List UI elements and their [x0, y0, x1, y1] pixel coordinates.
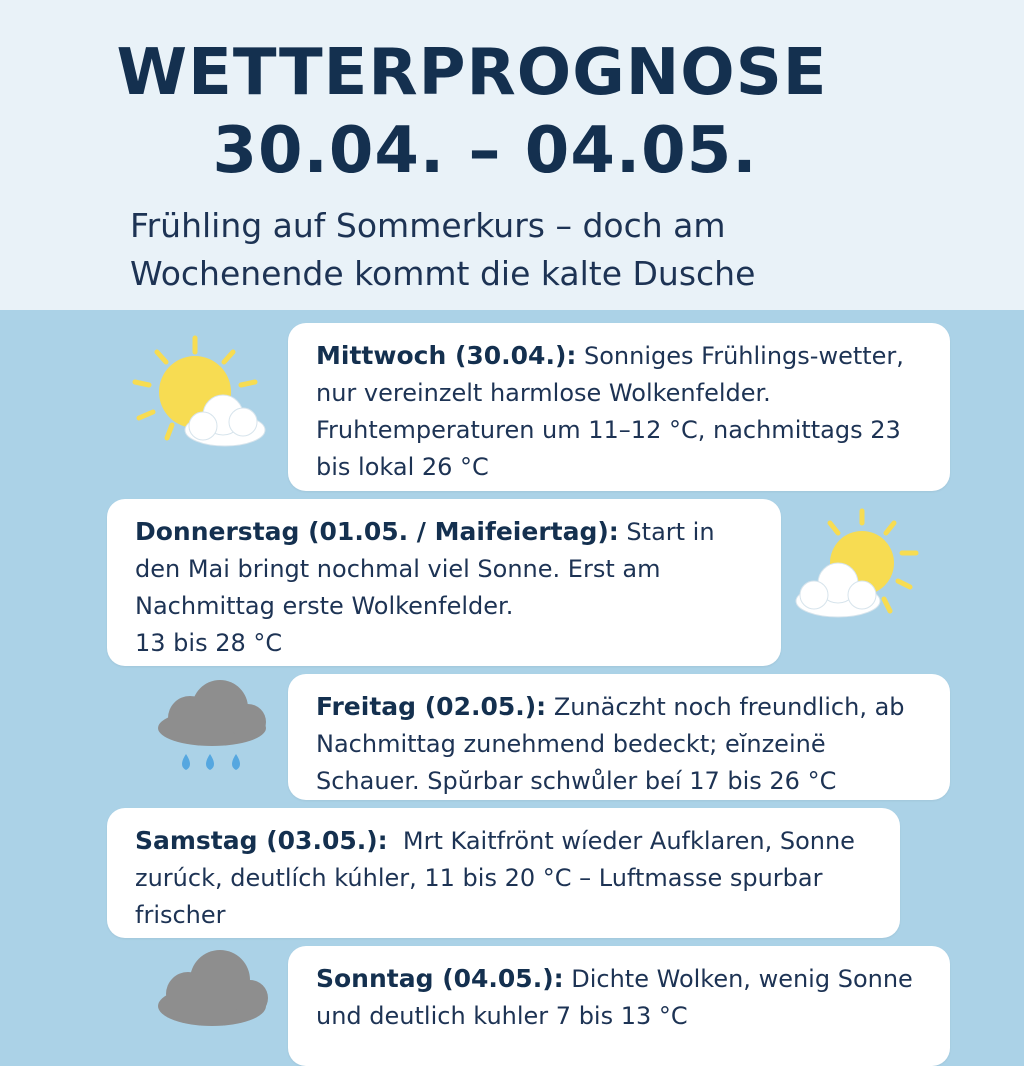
day-temperature: 13 bis 28 °C	[135, 629, 283, 657]
subtitle-line1: Frühling auf Sommerkurs – doch am	[130, 206, 726, 245]
day-text: Sonniges Frühlings-wetter, nur vereinzelt harmlose Wolkenfelder. Fruhtemperaturen um 11–12 °C, nachmittags 23 bis lokal 26 °C	[316, 342, 904, 481]
day-text: Mrt Kaitfrönt wíeder Aufklaren, Sonne zurúck, deutlích kúhler, 11 bis 20 °C – Luftmasse spurbar frischer	[135, 827, 863, 929]
day-label: Freitag (02.05.):	[316, 692, 547, 721]
page-title-line1: WETTERPROGNOSE	[116, 36, 828, 110]
day-label: Samstag (03.05.):	[135, 826, 388, 855]
day-label: Mittwoch (30.04.):	[316, 341, 577, 370]
forecast-card-wednesday	[288, 323, 950, 491]
page-title-line2: 30.04. – 04.05.	[212, 114, 758, 188]
header-panel	[0, 0, 1024, 310]
day-text: Dichte Wolken, wenig Sonne und deutlich kuhler 7 bis 13 °C	[316, 965, 913, 1030]
rain-cloud-icon	[150, 670, 280, 785]
forecast-card-friday	[288, 674, 950, 800]
forecast-card-thursday	[107, 499, 781, 666]
day-text: Start in den Mai bringt nochmal viel Sonne. Erst am Nachmittag erste Wolkenfelder.	[135, 518, 715, 620]
cloud-icon	[150, 940, 280, 1030]
page-subtitle	[130, 202, 990, 298]
forecast-card-saturday	[107, 808, 900, 938]
day-text: Zunäczht noch freundlich, ab Nachmittag zunehmend bedeckt; eĭnzeinë Schauer. Spŭrbar schwůler beí 17 bis 26 °C	[316, 693, 905, 795]
day-label: Sonntag (04.05.):	[316, 964, 564, 993]
sun-cloud-icon	[125, 330, 275, 460]
day-label: Donnerstag (01.05. / Maifeiertag):	[135, 517, 619, 546]
subtitle-line2: Wochenende kommt die kalte Dusche	[130, 254, 756, 293]
forecast-card-sunday	[288, 946, 950, 1066]
sun-cloud-icon	[790, 505, 930, 625]
